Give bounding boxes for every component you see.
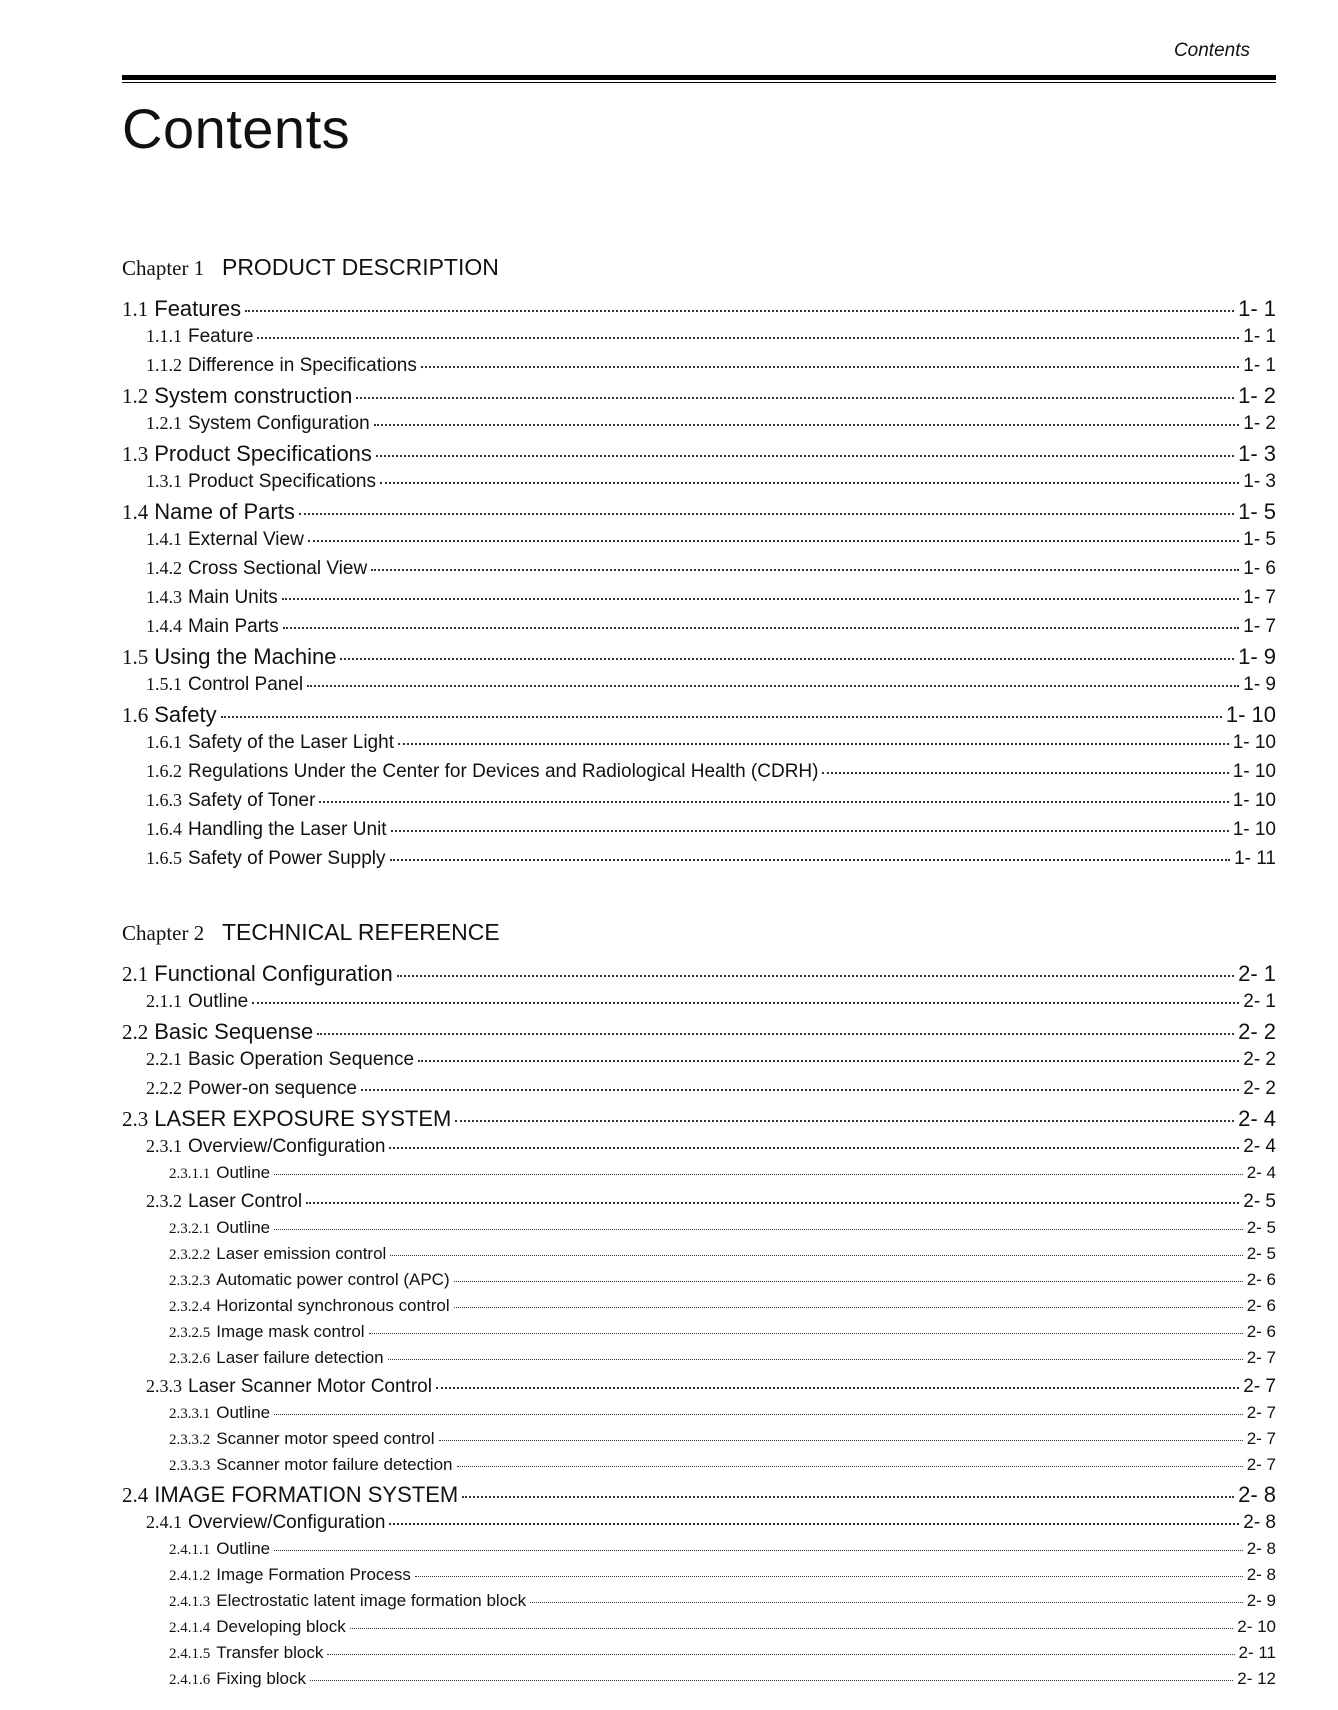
toc-entry[interactable] [0, 1507, 1338, 1536]
toc-entry-page: 1- 2 [1238, 383, 1276, 408]
dot-leader [454, 1264, 1243, 1282]
toc-entry-page: 2- 8 [1238, 1482, 1276, 1507]
toc-entry-page: 2- 4 [1243, 1136, 1276, 1157]
toc-entry-number: 2.1 [122, 962, 149, 986]
toc-entry-number: 2.3.2.5 [169, 1325, 211, 1341]
toc-entry[interactable] [0, 495, 1338, 524]
dot-leader [421, 347, 1239, 368]
toc-entry-title: Regulations Under the Center for Devices and Radiological Health (CDRH) [188, 761, 819, 782]
dot-leader [397, 953, 1234, 977]
dot-leader [283, 608, 1239, 629]
dot-leader [361, 1070, 1239, 1091]
dot-leader [374, 405, 1240, 426]
dot-leader [310, 1663, 1233, 1681]
toc-entry-title: Laser Control [188, 1191, 303, 1212]
toc-entry-page: 2- 11 [1238, 1643, 1276, 1662]
header-rule-thin [122, 82, 1276, 83]
toc-entry-number: 2.3.3.1 [169, 1406, 211, 1422]
toc-entry-title: Laser Scanner Motor Control [188, 1376, 432, 1397]
dot-leader [307, 666, 1239, 687]
toc-entry-title: Functional Configuration [154, 961, 393, 986]
toc-entry-page: 2- 7 [1243, 1376, 1276, 1397]
toc-entry[interactable] [0, 698, 1338, 727]
chapter-label: Chapter 2 [122, 921, 205, 945]
toc-entry-page: 1- 3 [1243, 471, 1276, 492]
toc-entry[interactable] [0, 640, 1338, 669]
toc-entry-page: 1- 6 [1243, 558, 1276, 579]
toc-entry-number: 2.4.1.4 [169, 1620, 211, 1636]
toc-entry[interactable] [0, 1131, 1338, 1160]
toc-entry-page: 1- 10 [1232, 819, 1276, 840]
dot-leader [274, 1157, 1243, 1175]
toc-entry-page: 1- 9 [1243, 674, 1276, 695]
dot-leader [436, 1368, 1239, 1389]
toc-entry-number: 1.4.4 [146, 616, 182, 636]
dot-leader [252, 983, 1239, 1004]
dot-leader [371, 550, 1239, 571]
toc-entry[interactable] [0, 756, 1338, 785]
toc-entry-page: 1- 10 [1232, 761, 1276, 782]
toc-entry-title: System Configuration [188, 413, 370, 434]
toc-entry-title: Outline [216, 1218, 271, 1237]
dot-leader [389, 1504, 1239, 1525]
toc-entry-title: Safety of the Laser Light [188, 732, 394, 753]
toc-entry-number: 2.3.1.1 [169, 1166, 211, 1182]
toc-entry[interactable] [0, 437, 1338, 466]
chapter-1-heading [122, 251, 1276, 283]
toc-entry-title: Feature [188, 326, 254, 347]
toc-entry[interactable] [0, 1478, 1338, 1507]
dot-leader [306, 1183, 1239, 1204]
toc-entry-page: 1- 10 [1232, 732, 1276, 753]
toc-entry-page: 2- 6 [1246, 1296, 1276, 1315]
toc-entry-number: 2.3.3.3 [169, 1458, 211, 1474]
toc-entry[interactable] [0, 553, 1338, 582]
toc-entry-title: External View [188, 529, 304, 550]
toc-entry-page: 2- 8 [1246, 1565, 1276, 1584]
toc-entry-title: Image Formation Process [216, 1565, 411, 1584]
dot-leader [299, 491, 1234, 515]
toc-entry-number: 2.2.1 [146, 1049, 182, 1069]
dot-leader [398, 724, 1229, 745]
dot-leader [282, 579, 1240, 600]
dot-leader [257, 318, 1239, 339]
toc-entry-page: 2- 7 [1246, 1455, 1276, 1474]
dot-leader [308, 521, 1239, 542]
dot-leader [418, 1041, 1239, 1062]
toc-entry-page: 1- 7 [1243, 616, 1276, 637]
toc-entry-number: 1.1 [122, 297, 149, 321]
toc-entry-title: IMAGE FORMATION SYSTEM [154, 1482, 459, 1507]
toc-entry-title: Safety of Toner [188, 790, 316, 811]
dot-leader [369, 1316, 1243, 1334]
toc-entry-title: Main Units [188, 587, 278, 608]
toc-entry-title: Basic Sequense [154, 1019, 314, 1044]
toc-entry-page: 2- 7 [1246, 1403, 1276, 1422]
toc-entry-page: 2- 7 [1246, 1429, 1276, 1448]
toc-entry-page: 1- 2 [1243, 413, 1276, 434]
chapter-title: PRODUCT DESCRIPTION [221, 254, 499, 280]
toc-entry-title: Outline [216, 1539, 271, 1558]
toc-entry[interactable] [0, 1371, 1338, 1400]
toc-entry-number: 2.3.2.3 [169, 1273, 211, 1289]
toc-entry-page: 2- 6 [1246, 1270, 1276, 1289]
toc-entry-number: 2.4.1 [146, 1512, 182, 1532]
toc-entry[interactable] [0, 582, 1338, 611]
toc-entry-page: 2- 10 [1237, 1617, 1276, 1636]
toc-entry-title: Safety [154, 702, 217, 727]
toc-entry-title: Horizontal synchronous control [216, 1296, 450, 1315]
dot-leader [221, 694, 1222, 718]
dot-leader [455, 1098, 1234, 1122]
toc-entry-page: 1- 3 [1238, 441, 1276, 466]
toc-entry-number: 2.4.1.6 [169, 1672, 211, 1688]
toc-entry-number: 2.4.1.2 [169, 1568, 211, 1584]
toc-entry-page: 2- 2 [1243, 1078, 1276, 1099]
toc-entry-number: 1.6.1 [146, 732, 182, 752]
toc-entry-title: Using the Machine [154, 644, 337, 669]
toc-entry-title: Transfer block [216, 1643, 324, 1662]
dot-leader [274, 1397, 1243, 1415]
toc-entry[interactable] [0, 321, 1338, 350]
toc-entry-page: 2- 4 [1246, 1163, 1276, 1182]
toc-entry-title: Laser failure detection [216, 1348, 384, 1367]
dot-leader [454, 1290, 1243, 1308]
toc-entry-page: 1- 1 [1243, 326, 1276, 347]
toc-entry-number: 1.4.3 [146, 587, 182, 607]
toc-entry[interactable] [0, 1015, 1338, 1044]
dot-leader [390, 840, 1231, 861]
toc-entry-number: 1.6 [122, 703, 149, 727]
toc-entry-number: 1.4.2 [146, 558, 182, 578]
toc-entry-title: Laser emission control [216, 1244, 387, 1263]
toc-entry[interactable] [0, 1666, 1338, 1692]
toc-entry-number: 1.6.2 [146, 761, 182, 781]
toc-entry-title: Scanner motor failure detection [216, 1455, 453, 1474]
toc-entry-title: Automatic power control (APC) [216, 1270, 450, 1289]
toc-entry-page: 1- 5 [1238, 499, 1276, 524]
toc-entry-number: 2.4 [122, 1483, 149, 1507]
toc-entry-page: 2- 1 [1243, 991, 1276, 1012]
toc-entry-title: Control Panel [188, 674, 304, 695]
chapter-2-heading [122, 916, 1276, 948]
toc-entry-title: Power-on sequence [188, 1078, 357, 1099]
toc-entry-page: 2- 9 [1246, 1591, 1276, 1610]
toc-entry-number: 2.2.2 [146, 1078, 182, 1098]
toc-entry-title: Safety of Power Supply [188, 848, 386, 869]
toc-entry-page: 1- 1 [1238, 296, 1276, 321]
toc-entry[interactable] [0, 1186, 1338, 1215]
dot-leader [245, 288, 1234, 312]
toc-entry[interactable] [0, 379, 1338, 408]
dot-leader [415, 1559, 1243, 1577]
toc-entry-number: 2.4.1.3 [169, 1594, 211, 1610]
toc-entry-page: 2- 12 [1237, 1669, 1276, 1688]
toc-entry-page: 2- 7 [1246, 1348, 1276, 1367]
toc-entry-number: 1.5 [122, 645, 149, 669]
toc-entry-title: Image mask control [216, 1322, 365, 1341]
toc-entry-number: 1.3.1 [146, 471, 182, 491]
dot-leader [380, 463, 1239, 484]
toc-entry[interactable] [0, 727, 1338, 756]
dot-leader [317, 1011, 1234, 1035]
toc-entry-number: 2.3.2.6 [169, 1351, 211, 1367]
toc-entry-title: Fixing block [216, 1669, 307, 1688]
dot-leader [530, 1585, 1243, 1603]
toc-entry-number: 2.2 [122, 1020, 149, 1044]
toc-entry-page: 1- 5 [1243, 529, 1276, 550]
toc-entry-page: 2- 5 [1246, 1244, 1276, 1263]
toc-entry-number: 2.3.2 [146, 1191, 182, 1211]
chapter-2-toc [0, 957, 1338, 1692]
dot-leader [822, 753, 1228, 774]
dot-leader [391, 811, 1229, 832]
toc-entry-title: Cross Sectional View [188, 558, 368, 579]
toc-entry-number: 1.2.1 [146, 413, 182, 433]
toc-entry-page: 1- 1 [1243, 355, 1276, 376]
chapter-label: Chapter 1 [122, 256, 205, 280]
dot-leader [340, 636, 1234, 660]
toc-entry-title: Basic Operation Sequence [188, 1049, 415, 1070]
toc-entry-number: 2.4.1.1 [169, 1542, 211, 1558]
toc-entry-number: 2.3.3 [146, 1376, 182, 1396]
toc-entry-page: 2- 8 [1246, 1539, 1276, 1558]
toc-entry-title: Main Parts [188, 616, 279, 637]
toc-entry-number: 1.1.2 [146, 355, 182, 375]
toc-entry-page: 2- 5 [1243, 1191, 1276, 1212]
toc-entry-number: 2.3.2.1 [169, 1221, 211, 1237]
dot-leader [462, 1474, 1234, 1498]
toc-entry-title: Outline [216, 1403, 271, 1422]
toc-entry-title: Overview/Configuration [188, 1512, 386, 1533]
toc-entry-number: 1.5.1 [146, 674, 182, 694]
toc-entry[interactable] [0, 1044, 1338, 1073]
toc-entry[interactable] [0, 785, 1338, 814]
dot-leader [319, 782, 1228, 803]
dot-leader [274, 1212, 1243, 1230]
toc-entry-number: 2.3.3.2 [169, 1432, 211, 1448]
toc-entry[interactable] [0, 957, 1338, 986]
toc-entry-title: Outline [216, 1163, 271, 1182]
chapter-title: TECHNICAL REFERENCE [221, 919, 500, 945]
toc-entry-title: Product Specifications [154, 441, 372, 466]
dot-leader [457, 1449, 1243, 1467]
dot-leader [350, 1611, 1234, 1629]
toc-entry-number: 1.6.4 [146, 819, 182, 839]
toc-entry-number: 2.4.1.5 [169, 1646, 211, 1662]
toc-entry-number: 2.3.2.2 [169, 1247, 211, 1263]
dot-leader [388, 1342, 1243, 1360]
toc-entry-number: 2.3.1 [146, 1136, 182, 1156]
toc-entry-title: LASER EXPOSURE SYSTEM [154, 1106, 452, 1131]
toc-entry-page: 2- 2 [1238, 1019, 1276, 1044]
toc-entry-page: 1- 10 [1232, 790, 1276, 811]
page-title: Contents [122, 97, 351, 160]
toc-entry-title: Difference in Specifications [188, 355, 417, 376]
chapter-1-toc [0, 292, 1338, 872]
dot-leader [390, 1238, 1242, 1256]
dot-leader [274, 1533, 1243, 1551]
toc-entry-title: Developing block [216, 1617, 346, 1636]
toc-entry-page: 2- 2 [1243, 1049, 1276, 1070]
toc-entry-page: 1- 11 [1234, 848, 1276, 869]
toc-entry-title: Overview/Configuration [188, 1136, 386, 1157]
toc-entry-page: 2- 8 [1243, 1512, 1276, 1533]
toc-entry-page: 2- 1 [1238, 961, 1276, 986]
toc-entry[interactable] [0, 814, 1338, 843]
toc-entry-number: 1.2 [122, 384, 149, 408]
toc-entry-title: System construction [154, 383, 353, 408]
toc-entry-page: 2- 4 [1238, 1106, 1276, 1131]
toc-entry-number: 1.4 [122, 500, 149, 524]
dot-leader [356, 375, 1234, 399]
toc-entry-title: Outline [188, 991, 249, 1012]
toc-entry-title: Handling the Laser Unit [188, 819, 387, 840]
running-header: Contents [1173, 40, 1250, 61]
toc-entry-title: Product Specifications [188, 471, 376, 492]
toc-entry-number: 2.1.1 [146, 991, 182, 1011]
toc-entry[interactable] [0, 292, 1338, 321]
header-rule-thick [122, 75, 1276, 80]
toc-entry-page: 1- 9 [1238, 644, 1276, 669]
toc-entry[interactable] [0, 1102, 1338, 1131]
dot-leader [327, 1637, 1234, 1655]
toc-entry-title: Scanner motor speed control [216, 1429, 435, 1448]
toc-entry-number: 2.3.2.4 [169, 1299, 211, 1315]
toc-entry-title: Features [154, 296, 242, 321]
dot-leader [376, 433, 1234, 457]
toc-entry-page: 2- 5 [1246, 1218, 1276, 1237]
toc-entry-number: 2.3 [122, 1107, 149, 1131]
toc-entry-page: 1- 10 [1225, 702, 1276, 727]
toc-entry-number: 1.6.5 [146, 848, 182, 868]
toc-entry-title: Name of Parts [154, 499, 295, 524]
toc-entry-title: Electrostatic latent image formation block [216, 1591, 527, 1610]
toc-entry-number: 1.3 [122, 442, 149, 466]
toc-entry-page: 2- 6 [1246, 1322, 1276, 1341]
toc-entry-page: 1- 7 [1243, 587, 1276, 608]
dot-leader [439, 1423, 1243, 1441]
toc-entry[interactable] [0, 843, 1338, 872]
toc-entry[interactable] [0, 524, 1338, 553]
dot-leader [389, 1128, 1239, 1149]
toc-entry-number: 1.4.1 [146, 529, 182, 549]
toc-entry-number: 1.1.1 [146, 326, 182, 346]
toc-entry-number: 1.6.3 [146, 790, 182, 810]
